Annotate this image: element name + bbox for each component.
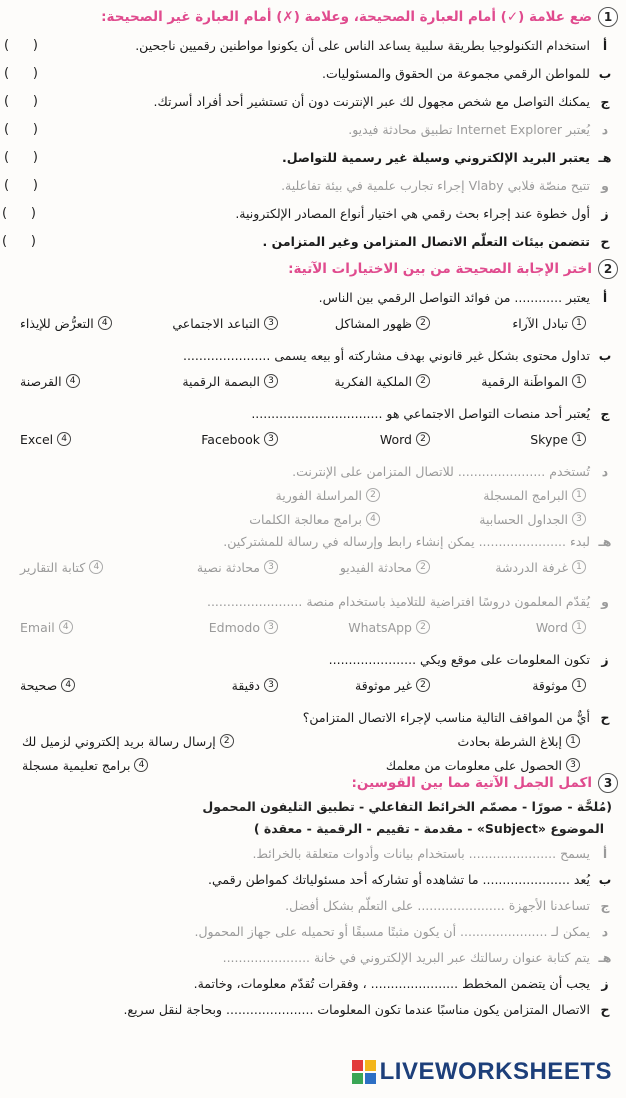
section1-title [101, 6, 618, 28]
item-letter: أ [602, 37, 608, 53]
fill-blank-item[interactable] [60, 894, 612, 916]
option-number: 3 [572, 512, 586, 526]
liveworksheets-logo-icon [352, 1060, 376, 1084]
paren-open: ( [2, 233, 8, 249]
fill-blank-item[interactable] [60, 998, 612, 1020]
option-1[interactable] [532, 674, 586, 696]
option-text: التعرُّض للإيذاء [20, 315, 94, 331]
mc-question [60, 530, 612, 552]
question-text: تكون المعلومات على موقع ويكي ...................... [328, 651, 590, 667]
question-letter: ج [600, 405, 610, 421]
paren-open: ( [4, 149, 10, 165]
option-text: إبلاغ الشرطة بحادث [457, 733, 562, 749]
option-number: 3 [566, 758, 580, 772]
option-text: الجداول الحسابية [479, 511, 568, 527]
paren-open: ( [4, 37, 10, 53]
option-2[interactable] [276, 484, 380, 506]
option-text: المراسلة الفورية [275, 487, 362, 503]
paren-close: ) [32, 177, 38, 193]
item-text: استخدام التكنولوجيا بطريقة سلبية يساعد الناس على أن يكونوا مواطنين رقميين ناجحين. [135, 37, 590, 53]
question-text: تداول محتوى بشكل غير قانوني بهدف مشاركته أو بيعه يسمى ...................... [182, 347, 590, 363]
option-number: 4 [59, 620, 73, 634]
option-4[interactable] [20, 674, 75, 696]
option-number: 1 [572, 316, 586, 330]
option-number: 3 [264, 432, 278, 446]
item-letter: د [601, 121, 609, 137]
mc-question [60, 402, 612, 424]
paren-close: ) [32, 37, 38, 53]
section3-title [352, 772, 618, 794]
item-letter: ح [600, 1001, 610, 1017]
option-text: كتابة التقارير [20, 559, 86, 575]
option-text: Excel [20, 431, 54, 447]
option-3[interactable] [172, 312, 278, 334]
option-number: 4 [98, 316, 112, 330]
option-2[interactable] [340, 556, 430, 578]
true-false-item [77, 118, 612, 140]
section2-title-text: اختر الإجابة الصحيحة من بين الاختيارات الآتية: [288, 261, 592, 277]
true-false-item [77, 202, 612, 224]
item-text: يجب أن يتضمن المخطط ...................... ، وفقرات تُقدّم معلومات، وخاتمة. [193, 975, 590, 991]
item-letter: و [601, 177, 609, 193]
option-text: Word [379, 431, 412, 447]
option-2[interactable] [355, 674, 430, 696]
word-bank-line1: (مُلحَّة - صورًا - مصمّم الخرائط التفاعلي - تطبيق التليفون المحمول [202, 799, 612, 814]
answer-box[interactable] [4, 90, 38, 112]
option-number: 3 [264, 374, 278, 388]
question-text: أيٌّ من المواقف التالية مناسب لإجراء الاتصال المتزامن؟ [302, 709, 590, 725]
option-text: ظهور المشاكل [334, 315, 412, 331]
answer-box[interactable] [4, 146, 38, 168]
paren-close: ) [32, 149, 38, 165]
option-3[interactable] [182, 370, 278, 392]
option-text: البرامج المسجلة [483, 487, 568, 503]
option-number: 1 [572, 432, 586, 446]
option-text: برامج معالجة الكلمات [249, 511, 362, 527]
option-1[interactable] [512, 312, 586, 334]
question-text: يُقدّم المعلمون دروسًا افتراضية للتلاميذ باستخدام منصة ........................ [206, 593, 590, 609]
question-letter: هـ [598, 533, 612, 549]
option-number: 2 [416, 374, 430, 388]
true-false-item [77, 146, 612, 168]
item-text: أول خطوة عند إجراء بحث رقمي هي اختيار أنواع المصادر الإلكترونية. [235, 205, 590, 221]
option-1[interactable] [483, 484, 586, 506]
option-number: 1 [572, 488, 586, 502]
option-number: 4 [134, 758, 148, 772]
section1-number: 1 [598, 7, 618, 27]
option-number: 1 [572, 620, 586, 634]
item-text: يتم كتابة عنوان رسالتك عبر البريد الإلكتروني في خانة ...................... [222, 949, 590, 965]
paren-open: ( [4, 177, 10, 193]
option-text: تبادل الآراء [512, 315, 568, 331]
question-letter: أ [602, 289, 608, 305]
option-4[interactable] [22, 754, 148, 776]
item-letter: ج [600, 93, 610, 109]
item-letter: ب [598, 871, 612, 887]
option-4[interactable] [20, 312, 112, 334]
true-false-item [77, 174, 612, 196]
item-text: تتضمن بيئات التعلّم الاتصال المتزامن وغير المتزامن . [262, 233, 590, 249]
paren-close: ) [32, 65, 38, 81]
option-number: 3 [264, 316, 278, 330]
item-text: يمكن لـ ...................... أن يكون مثبتًا مسبقًا أو تحميله على جهاز المحمول. [194, 923, 590, 939]
item-letter: ح [600, 233, 610, 249]
option-1[interactable] [536, 616, 586, 638]
option-number: 1 [572, 374, 586, 388]
section3-number: 3 [598, 773, 618, 793]
option-text: إرسال رسالة بريد إلكتروني لزميل لك [22, 733, 216, 749]
option-number: 1 [566, 734, 580, 748]
mc-question [60, 706, 612, 728]
option-text: Edmodo [208, 619, 260, 635]
word-bank-line2: الموضوع «Subject» - مقدمة - تقييم - الرقمية - معقدة ) [253, 821, 604, 836]
option-number: 1 [572, 560, 586, 574]
question-letter: و [601, 593, 609, 609]
section2-number: 2 [598, 259, 618, 279]
option-number: 3 [264, 620, 278, 634]
paren-close: ) [30, 205, 36, 221]
option-3[interactable] [232, 674, 278, 696]
question-letter: ب [598, 347, 612, 363]
option-number: 2 [366, 488, 380, 502]
option-text: Skype [530, 431, 568, 447]
option-4[interactable] [249, 508, 380, 530]
option-3[interactable] [201, 428, 278, 450]
item-letter: ز [601, 975, 609, 991]
fill-blank-item[interactable] [60, 946, 612, 968]
option-1[interactable] [481, 370, 586, 392]
answer-box[interactable] [2, 230, 36, 252]
item-letter: ج [600, 897, 610, 913]
item-text: تتيح منصّة فلابي Vlaby إجراء تجارب علمية في بيئة تفاعلية. [281, 177, 590, 193]
option-text: موثوقة [532, 677, 568, 693]
option-text: Word [535, 619, 568, 635]
option-text: غير موثوقة [355, 677, 412, 693]
question-text: يُعتبر أحد منصات التواصل الاجتماعي هو ................................. [251, 405, 590, 421]
item-text: يُعتبر Internet Explorer تطبيق محادثة فيديو. [348, 121, 590, 137]
mc-question [60, 590, 612, 612]
option-4[interactable] [20, 616, 73, 638]
item-letter: أ [602, 845, 608, 861]
question-text: يعتبر ............ من فوائد التواصل الرقمي بين الناس. [318, 289, 590, 305]
option-4[interactable] [20, 370, 80, 392]
option-number: 3 [264, 678, 278, 692]
answer-box[interactable] [4, 118, 38, 140]
option-3[interactable] [197, 556, 278, 578]
option-1[interactable] [530, 428, 586, 450]
section1-title-text: ضع علامة (✓) أمام العبارة الصحيحة، وعلامة (✗) أمام العبارة غير الصحيحة: [101, 9, 592, 25]
question-letter: ح [600, 709, 610, 725]
option-3[interactable] [209, 616, 278, 638]
option-2[interactable] [22, 730, 234, 752]
item-text: الاتصال المتزامن يكون مناسبًا عندما تكون المعلومات ...................... وبحاجة لنقل سريع. [123, 1001, 590, 1017]
true-false-item [77, 230, 612, 252]
liveworksheets-footer [352, 1058, 612, 1086]
answer-box[interactable] [4, 62, 38, 84]
option-text: دقيقة [231, 677, 260, 693]
option-text: الحصول على معلومات من معلمك [385, 757, 562, 773]
mc-question [60, 344, 612, 366]
item-text: يعتبر البريد الإلكتروني وسيلة غير رسمية للتواصل. [282, 149, 590, 165]
paren-open: ( [4, 121, 10, 137]
option-number: 1 [572, 678, 586, 692]
section3-title-text: اكمل الجمل الآتية مما بين القوسين: [351, 775, 592, 791]
option-text: WhatsApp [348, 619, 412, 635]
option-text: المواطَنة الرقمية [481, 373, 568, 389]
option-number: 2 [416, 560, 430, 574]
option-number: 4 [61, 678, 75, 692]
option-number: 4 [57, 432, 71, 446]
paren-open: ( [2, 205, 8, 221]
section2-title [288, 258, 618, 280]
paren-open: ( [4, 93, 10, 109]
option-text: التباعد الاجتماعي [172, 315, 260, 331]
option-1[interactable] [458, 730, 581, 752]
option-text: Email [20, 619, 55, 635]
option-number: 4 [66, 374, 80, 388]
item-letter: هـ [598, 149, 612, 165]
option-number: 2 [416, 678, 430, 692]
fill-blank-item[interactable] [60, 842, 612, 864]
option-number: 2 [220, 734, 234, 748]
paren-close: ) [30, 233, 36, 249]
option-number: 2 [416, 432, 430, 446]
true-false-item [77, 90, 612, 112]
option-2[interactable] [335, 312, 430, 334]
paren-close: ) [32, 121, 38, 137]
item-text: يمكنك التواصل مع شخص مجهول لك عبر الإنترنت دون أن تستشير أحد أفراد أسرتك. [153, 93, 590, 109]
item-text: يُعد ...................... ما تشاهده أو تشاركه أحد مسئولياتك كمواطن رقمي. [208, 871, 590, 887]
answer-box[interactable] [4, 174, 38, 196]
item-text: يسمح ...................... باستخدام بيانات وأدوات متعلقة بالخرائط. [252, 845, 590, 861]
option-text: محادثة الفيديو [339, 559, 412, 575]
option-number: 4 [366, 512, 380, 526]
option-number: 3 [264, 560, 278, 574]
question-text: تُستخدم ...................... للاتصال المتزامن على الإنترنت. [292, 463, 590, 479]
option-text: برامج تعليمية مسجلة [22, 757, 131, 773]
option-number: 4 [89, 560, 103, 574]
option-2[interactable] [380, 428, 430, 450]
answer-box[interactable] [2, 202, 36, 224]
option-text: محادثة نصية [196, 559, 260, 575]
option-2[interactable] [334, 370, 430, 392]
option-4[interactable] [20, 556, 103, 578]
fill-blank-item[interactable] [60, 972, 612, 994]
true-false-item [77, 62, 612, 84]
option-2[interactable] [348, 616, 430, 638]
option-text: الملكية الفكرية [334, 373, 412, 389]
question-letter: د [601, 463, 609, 479]
paren-open: ( [4, 65, 10, 81]
item-text: تساعدنا الأجهزة ...................... على التعلّم بشكل أفضل. [285, 897, 590, 913]
option-text: Facebook [201, 431, 260, 447]
fill-blank-item[interactable] [60, 920, 612, 942]
option-1[interactable] [495, 556, 586, 578]
word-bank [52, 796, 612, 840]
true-false-item [77, 34, 612, 56]
item-letter: ز [601, 205, 609, 221]
footer-brand: LIVEWORKSHEETS [379, 1058, 612, 1085]
item-letter: هـ [598, 949, 612, 965]
option-text: القرصنة [20, 373, 62, 389]
fill-blank-item[interactable] [60, 868, 612, 890]
item-letter: د [601, 923, 609, 939]
mc-question [60, 286, 612, 308]
mc-question [60, 648, 612, 670]
item-letter: ب [598, 65, 612, 81]
mc-question [60, 460, 612, 482]
option-number: 2 [416, 316, 430, 330]
option-3[interactable] [479, 508, 586, 530]
option-text: صحيحة [20, 677, 58, 693]
option-text: غرفة الدردشة [495, 559, 568, 575]
question-letter: ز [601, 651, 609, 667]
option-text: البصمة الرقمية [182, 373, 260, 389]
option-4[interactable] [20, 428, 71, 450]
answer-box[interactable] [4, 34, 38, 56]
item-text: للمواطن الرقمي مجموعة من الحقوق والمسئوليات. [322, 65, 590, 81]
paren-close: ) [32, 93, 38, 109]
question-text: لبدء ...................... يمكن إنشاء رابط وإرساله في رسالة للمشتركين. [223, 533, 590, 549]
option-number: 2 [416, 620, 430, 634]
